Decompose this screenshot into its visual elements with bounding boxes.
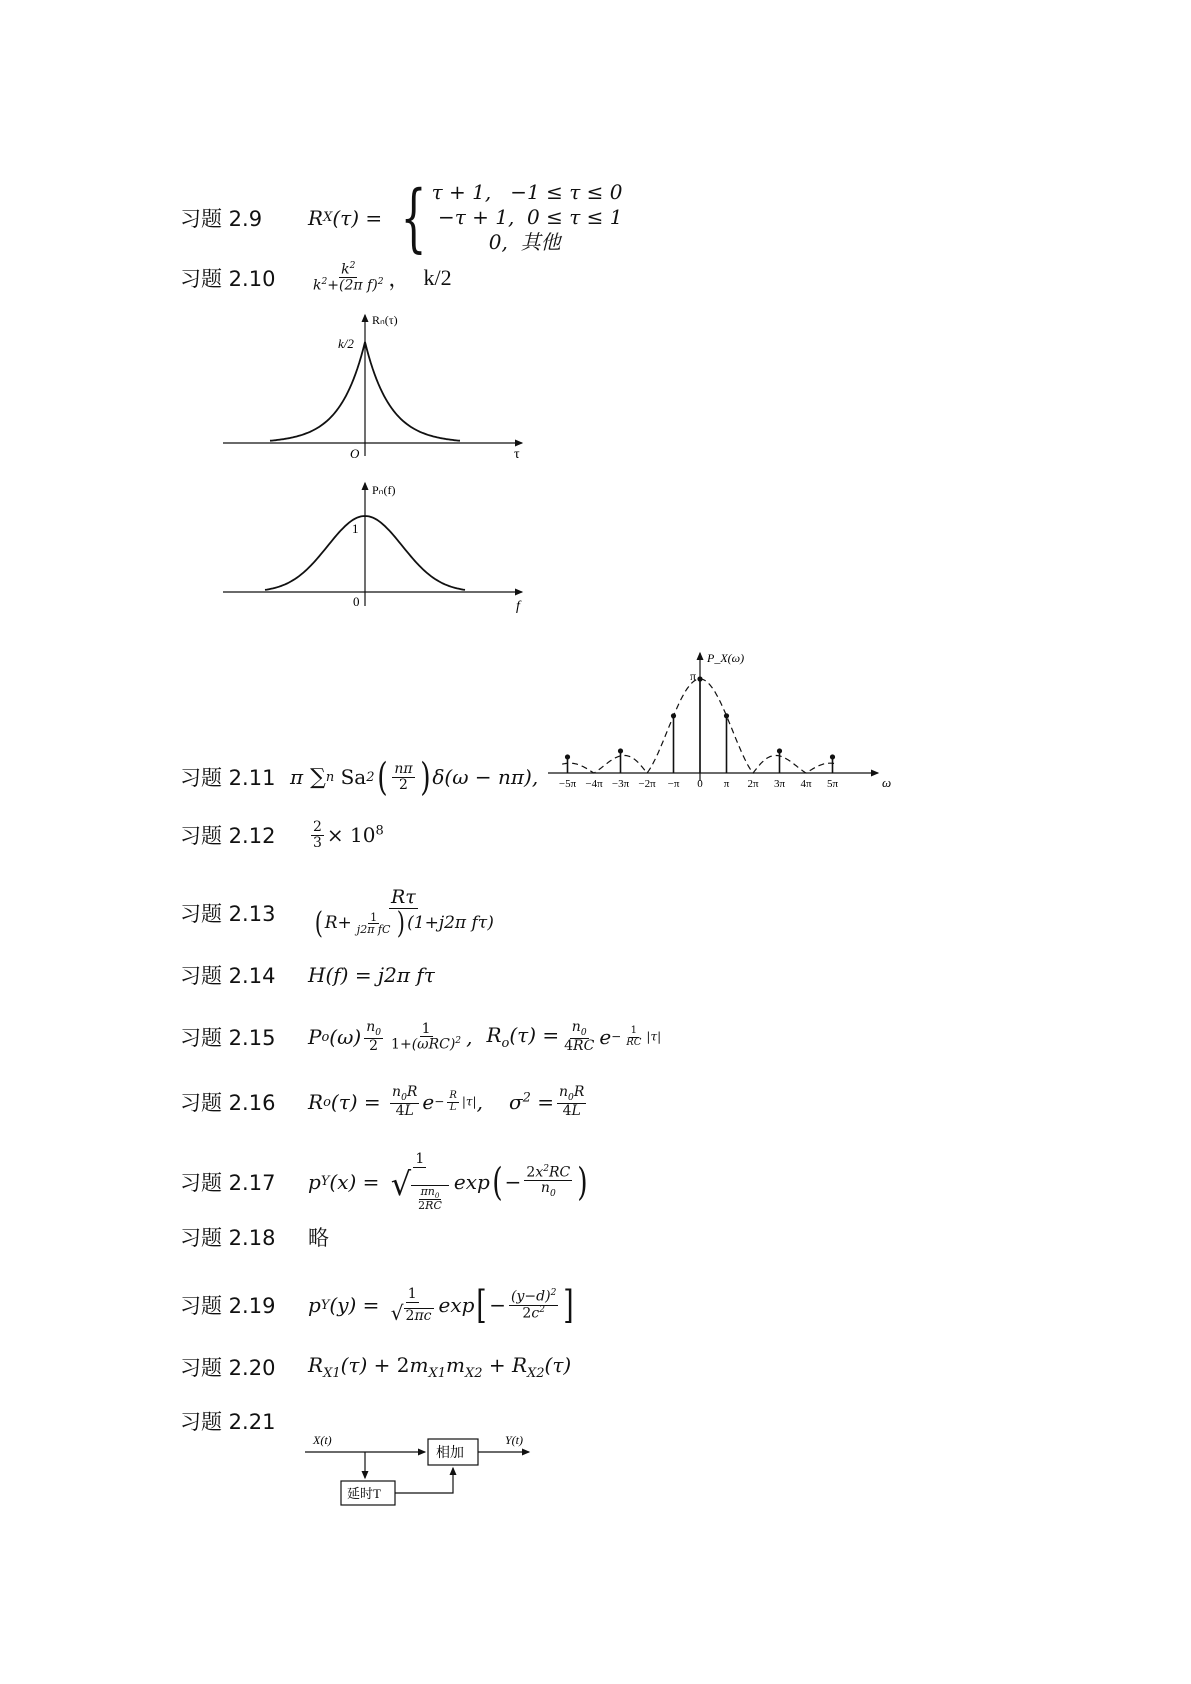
tick-label: −5π	[558, 778, 577, 790]
stem-dot-3	[777, 748, 782, 753]
problem-2-13	[180, 888, 499, 939]
chart-rn-tau	[210, 310, 530, 460]
tick-label-k-half: k/2	[338, 336, 354, 351]
tick-label: 5π	[826, 778, 839, 790]
formula-2-11: π ∑ n Sa 2 ( $\frac{n\pi}{2}$ ) δ(ω − nπ),	[290, 755, 539, 799]
input-label: X(t)	[313, 1433, 332, 1447]
stem-dot--1	[671, 713, 676, 718]
tick-label: −π	[667, 778, 680, 790]
problem-label: 习题 2.19	[180, 1294, 276, 1318]
tick-label-origin: O	[350, 446, 360, 460]
formula-2-14: H(f) = j2π fτ	[308, 963, 435, 987]
case-other: 其他	[520, 230, 561, 254]
formula-2-12: $\frac{2}{3}$ × $10^8$	[313, 819, 384, 851]
tick-label: −3π	[611, 778, 630, 790]
problem-label: 习题 2.17	[180, 1170, 276, 1195]
problem-2-12	[180, 820, 384, 850]
problem-2-15	[180, 1020, 661, 1054]
formula-2-13: Rτ ( R + $\frac{1}{\text{j2π fC}}$ ) (1 + j2π fτ)	[314, 886, 494, 941]
problem-label: 习题 2.9	[180, 206, 263, 231]
stem-dot-0	[697, 676, 702, 681]
tick-label: −4π	[585, 778, 603, 790]
problem-label: 习题 2.13	[180, 902, 276, 927]
problem-label: 习题 2.14	[180, 964, 276, 988]
y-axis-label: Pₙ(f)	[372, 483, 396, 497]
problem-label: 习题 2.18	[180, 1226, 276, 1250]
formula-2-9: R X (τ) = { τ + 1, −1 ≤ τ ≤ 0 −τ + 1, 0 ≤ τ ≤ 1 0, 其他	[308, 174, 623, 261]
problem-2-18	[180, 1222, 329, 1252]
x-axis-label: τ	[514, 447, 520, 460]
problem-2-21	[180, 1406, 308, 1436]
adder-label: 相加	[436, 1446, 464, 1461]
problem-label: 习题 2.11	[180, 766, 276, 790]
tick-label: 2π	[747, 778, 759, 790]
piecewise-cases: τ + 1, −1 ≤ τ ≤ 0 −τ + 1, 0 ≤ τ ≤ 1 0, 其他	[431, 180, 623, 254]
stem-dot-5	[830, 754, 835, 759]
problem-label: 习题 2.16	[180, 1091, 276, 1116]
problem-2-11	[180, 755, 539, 799]
formula-2-10: $\frac{k^2}{k^2+(2\pi f)^2}$ ， k/2	[313, 261, 452, 294]
tick-label: 0	[697, 778, 703, 790]
problem-2-17	[180, 1152, 590, 1212]
problem-label: 习题 2.12	[180, 824, 276, 849]
x-axis-label: ω	[882, 775, 892, 790]
tick-label: −2π	[638, 778, 656, 790]
k-half: k/2	[423, 264, 452, 290]
formula-2-20: $R_{X1}(\tau) + 2m_{X1}m_{X2} + R_{X2}(\tau)$	[308, 1353, 572, 1381]
tick-label-one: 1	[352, 521, 359, 536]
chart-pn-f	[210, 478, 530, 618]
formula-2-19: p Y (y) = 1 √ 2 πc exp [ − $\frac{(y-d)^2}{2c^2}$ ]	[308, 1283, 574, 1327]
stem-dot-1	[724, 713, 729, 718]
block-diagram	[305, 1432, 535, 1512]
y-axis-label: P_X(ω)	[707, 651, 745, 665]
formula-2-15: P o (ω) $\frac{n_0}{2}$ $\frac{1}{1+(\omega RC)^2}$ , $R_o(\tau)$ = $\frac{n_0}{4RC}$ e − $\frac{1}{RC}$ |τ|	[308, 1019, 662, 1055]
comma: ，	[388, 266, 410, 291]
omitted-answer: 略	[308, 1226, 329, 1250]
output-label: Y(t)	[505, 1433, 523, 1447]
tick-label: π	[723, 778, 730, 790]
tick-label: 4π	[800, 778, 812, 790]
peak-label: π	[690, 669, 697, 683]
formula-2-16: R o (τ) = $\frac{n_0R}{4L}$ e − $\frac{R}{L}$ |τ| , $\sigma^2$ = $\frac{n_0R}{4L}$	[308, 1084, 585, 1120]
tick-label: 3π	[773, 778, 786, 790]
problem-2-10	[180, 262, 452, 294]
px-stems	[565, 676, 835, 773]
y-axis-label: Rₙ(τ)	[372, 313, 398, 327]
problem-label: 习题 2.20	[180, 1356, 276, 1380]
px-tick-labels	[559, 778, 839, 790]
tick-label-zero: 0	[353, 594, 360, 609]
problem-2-20	[180, 1352, 571, 1382]
problem-2-19	[180, 1283, 576, 1327]
delay-label: 延时T	[347, 1486, 381, 1501]
feedback-line	[395, 1468, 453, 1493]
problem-label: 习题 2.10	[180, 266, 276, 291]
brace: {	[401, 174, 427, 261]
problem-2-14	[180, 960, 435, 990]
x-axis-label: f	[516, 599, 520, 614]
stem-dot--3	[618, 748, 623, 753]
formula-2-17: p Y (x) = 1 √ $\frac{\pi n_0}{2RC}$ exp ( − $\frac{2x^2RC}{n_0}$ )	[308, 1151, 588, 1213]
problem-2-16	[180, 1085, 589, 1119]
problem-label: 习题 2.21	[180, 1410, 276, 1434]
problem-label: 习题 2.15	[180, 1026, 276, 1051]
stem-dot--5	[565, 754, 570, 759]
chart-px-omega	[530, 648, 900, 793]
problem-2-9	[180, 174, 623, 261]
